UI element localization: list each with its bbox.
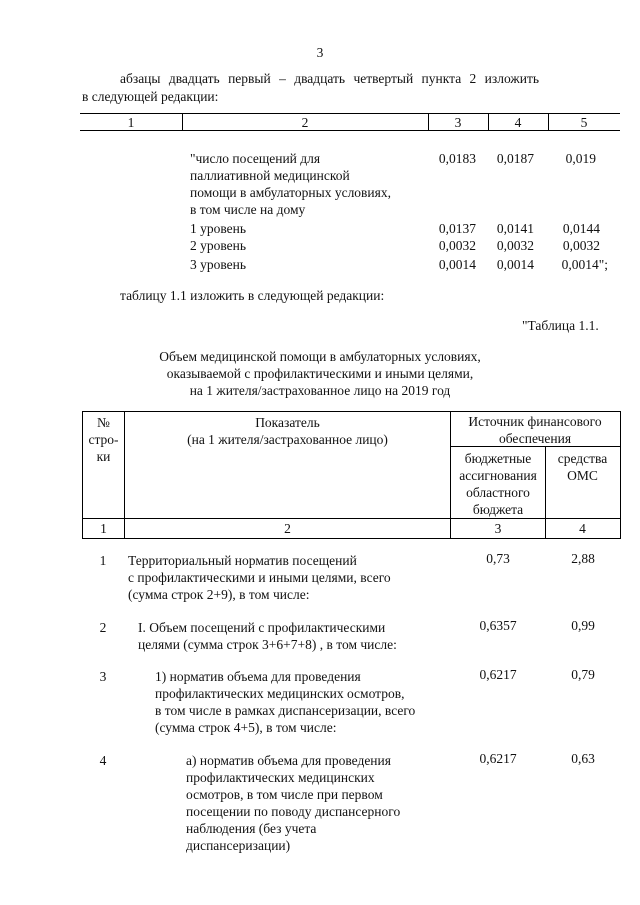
table1-header-col-5: 5 <box>580 115 588 130</box>
table2-row3-num: 3 <box>99 669 107 684</box>
table2-row4-v4: 0,63 <box>571 751 595 766</box>
table2-row1-text <box>128 552 391 603</box>
table1-row2-v4: 0,0141 <box>496 221 534 236</box>
table2-row1-v4: 2,88 <box>571 551 595 566</box>
table2-row3-text <box>155 668 415 736</box>
table2-head-col4-line2: ОМС <box>567 468 598 483</box>
table2-head-col1 <box>83 414 124 465</box>
table2-row1-line1: Территориальный норматив посещений <box>128 553 357 568</box>
table2-row4-text <box>186 752 400 854</box>
table1-row4-v4: 0,0014 <box>496 257 534 272</box>
table2-head-col2 <box>125 414 450 448</box>
table1-row1-v4: 0,0187 <box>496 151 534 166</box>
table1-row1-v5: 0,019 <box>565 151 596 166</box>
caption-line-3: на 1 жителя/застрахованное лицо на 2019 год <box>189 383 451 398</box>
table2-row1-num: 1 <box>99 553 107 568</box>
table1-row2-v3: 0,0137 <box>438 221 476 236</box>
table2-row2-num: 2 <box>99 620 107 635</box>
table1-row4-v3: 0,0014 <box>438 257 476 272</box>
table2-head-col2-line1: Показатель <box>255 415 320 430</box>
table2-num-2: 2 <box>284 521 291 536</box>
table1-header-col-1: 1 <box>127 115 135 130</box>
caption-line-1: Объем медицинской помощи в амбулаторных условиях, <box>159 349 481 364</box>
table2-row3-line4: (сумма строк 4+5), в том числе: <box>155 720 337 735</box>
table2-row3-line1: 1) норматив объема для проведения <box>155 669 361 684</box>
table2-row2-line1: I. Объем посещений с профилактическими <box>138 620 386 635</box>
table1-row3-v5: 0,0032 <box>562 238 600 253</box>
table2-row2-v3: 0,6357 <box>479 618 517 633</box>
table2-row2-text <box>138 619 397 653</box>
table2-row1-line3: (сумма строк 2+9), в том числе: <box>128 587 310 602</box>
table2-head-col3-line3: областного <box>466 485 530 500</box>
table2-head-col3-line4: бюджета <box>472 502 524 517</box>
table2-row1-v3: 0,73 <box>486 551 510 566</box>
table2-row1-line2: с профилактическими и иными целями, всего <box>128 570 391 585</box>
table2-head-source-line2: обеспечения <box>498 431 572 446</box>
table2-head-source-line1: Источник финансового <box>468 414 602 429</box>
table1-row2-label: 1 уровень <box>190 221 247 236</box>
table2-head-col3-line2: ассигнования <box>459 468 537 483</box>
caption-line-2: оказываемой с профилактическими и иными целями, <box>166 366 474 381</box>
table1-row2-v5: 0,0144 <box>562 221 600 236</box>
table2-row4-line3: осмотров, в том числе при первом <box>186 787 383 802</box>
table2-num-4: 4 <box>579 521 586 536</box>
table2-row3-line3: в том числе в рамках диспансеризации, всего <box>155 703 416 718</box>
table1-row1-v3: 0,0183 <box>438 151 476 166</box>
table2-head-col3-line1: бюджетные <box>464 451 532 466</box>
table2-num-1: 1 <box>100 521 107 536</box>
table2-row4-line2: профилактических медицинских <box>186 770 375 785</box>
table1-row4-label: 3 уровень <box>190 257 247 272</box>
table2-row3-v3: 0,6217 <box>479 667 517 682</box>
table2-head-col4 <box>546 450 619 484</box>
table-intro: таблицу 1.1 изложить в следующей редакции: <box>120 288 385 303</box>
table1-row4-v5: 0,0014"; <box>561 257 608 272</box>
intro-line-1: абзацы двадцать первый – двадцать четвертый пункта 2 изложить <box>120 71 540 86</box>
table2-row4-line5: наблюдения (без учета <box>186 821 317 836</box>
intro-line-2: в следующей редакции: <box>82 89 219 104</box>
table2-row2-line2: целями (сумма строк 3+6+7+8) , в том числе: <box>138 637 397 652</box>
table1-row1-line2: паллиативной медицинской <box>190 168 350 183</box>
table1-header-col-4: 4 <box>514 115 522 130</box>
table1-row1-line1: "число посещений для <box>190 151 321 166</box>
table1-row3-label: 2 уровень <box>190 238 247 253</box>
table2-head-col1-line2: стро- <box>88 432 119 447</box>
table1-row1-line4: в том числе на дому <box>190 202 306 217</box>
table1-row3-v3: 0,0032 <box>438 238 476 253</box>
table2-row3-line2: профилактических медицинских осмотров, <box>155 686 405 701</box>
page-number: 3 <box>316 45 324 60</box>
table2-head-col1-line3: ки <box>96 449 111 464</box>
table2-head-col2-line2: (на 1 жителя/застрахованное лицо) <box>187 432 388 447</box>
table2-row4-v3: 0,6217 <box>479 751 517 766</box>
table-label: "Таблица 1.1. <box>522 318 599 333</box>
table2-head-col1-line1: № <box>97 415 110 430</box>
table1-row3-v4: 0,0032 <box>496 238 534 253</box>
table1-row1-line3: помощи в амбулаторных условиях, <box>190 185 391 200</box>
table1-header-col-2: 2 <box>301 115 309 130</box>
table2-row4-line1: а) норматив объема для проведения <box>186 753 391 768</box>
table2-head-col3 <box>451 450 545 518</box>
table2-num-3: 3 <box>494 521 502 536</box>
table2-row2-v4: 0,99 <box>571 618 595 633</box>
table2-head-col4-line1: средства <box>557 451 608 466</box>
table2-row4-line4: посещении по поводу диспансерного <box>186 804 401 819</box>
table2-row3-v4: 0,79 <box>571 667 595 682</box>
table1-header-col-3: 3 <box>454 115 462 130</box>
table2-row4-num: 4 <box>99 753 107 768</box>
table2-row4-line6: диспансеризации) <box>186 838 291 853</box>
table2-head-source <box>451 413 619 447</box>
